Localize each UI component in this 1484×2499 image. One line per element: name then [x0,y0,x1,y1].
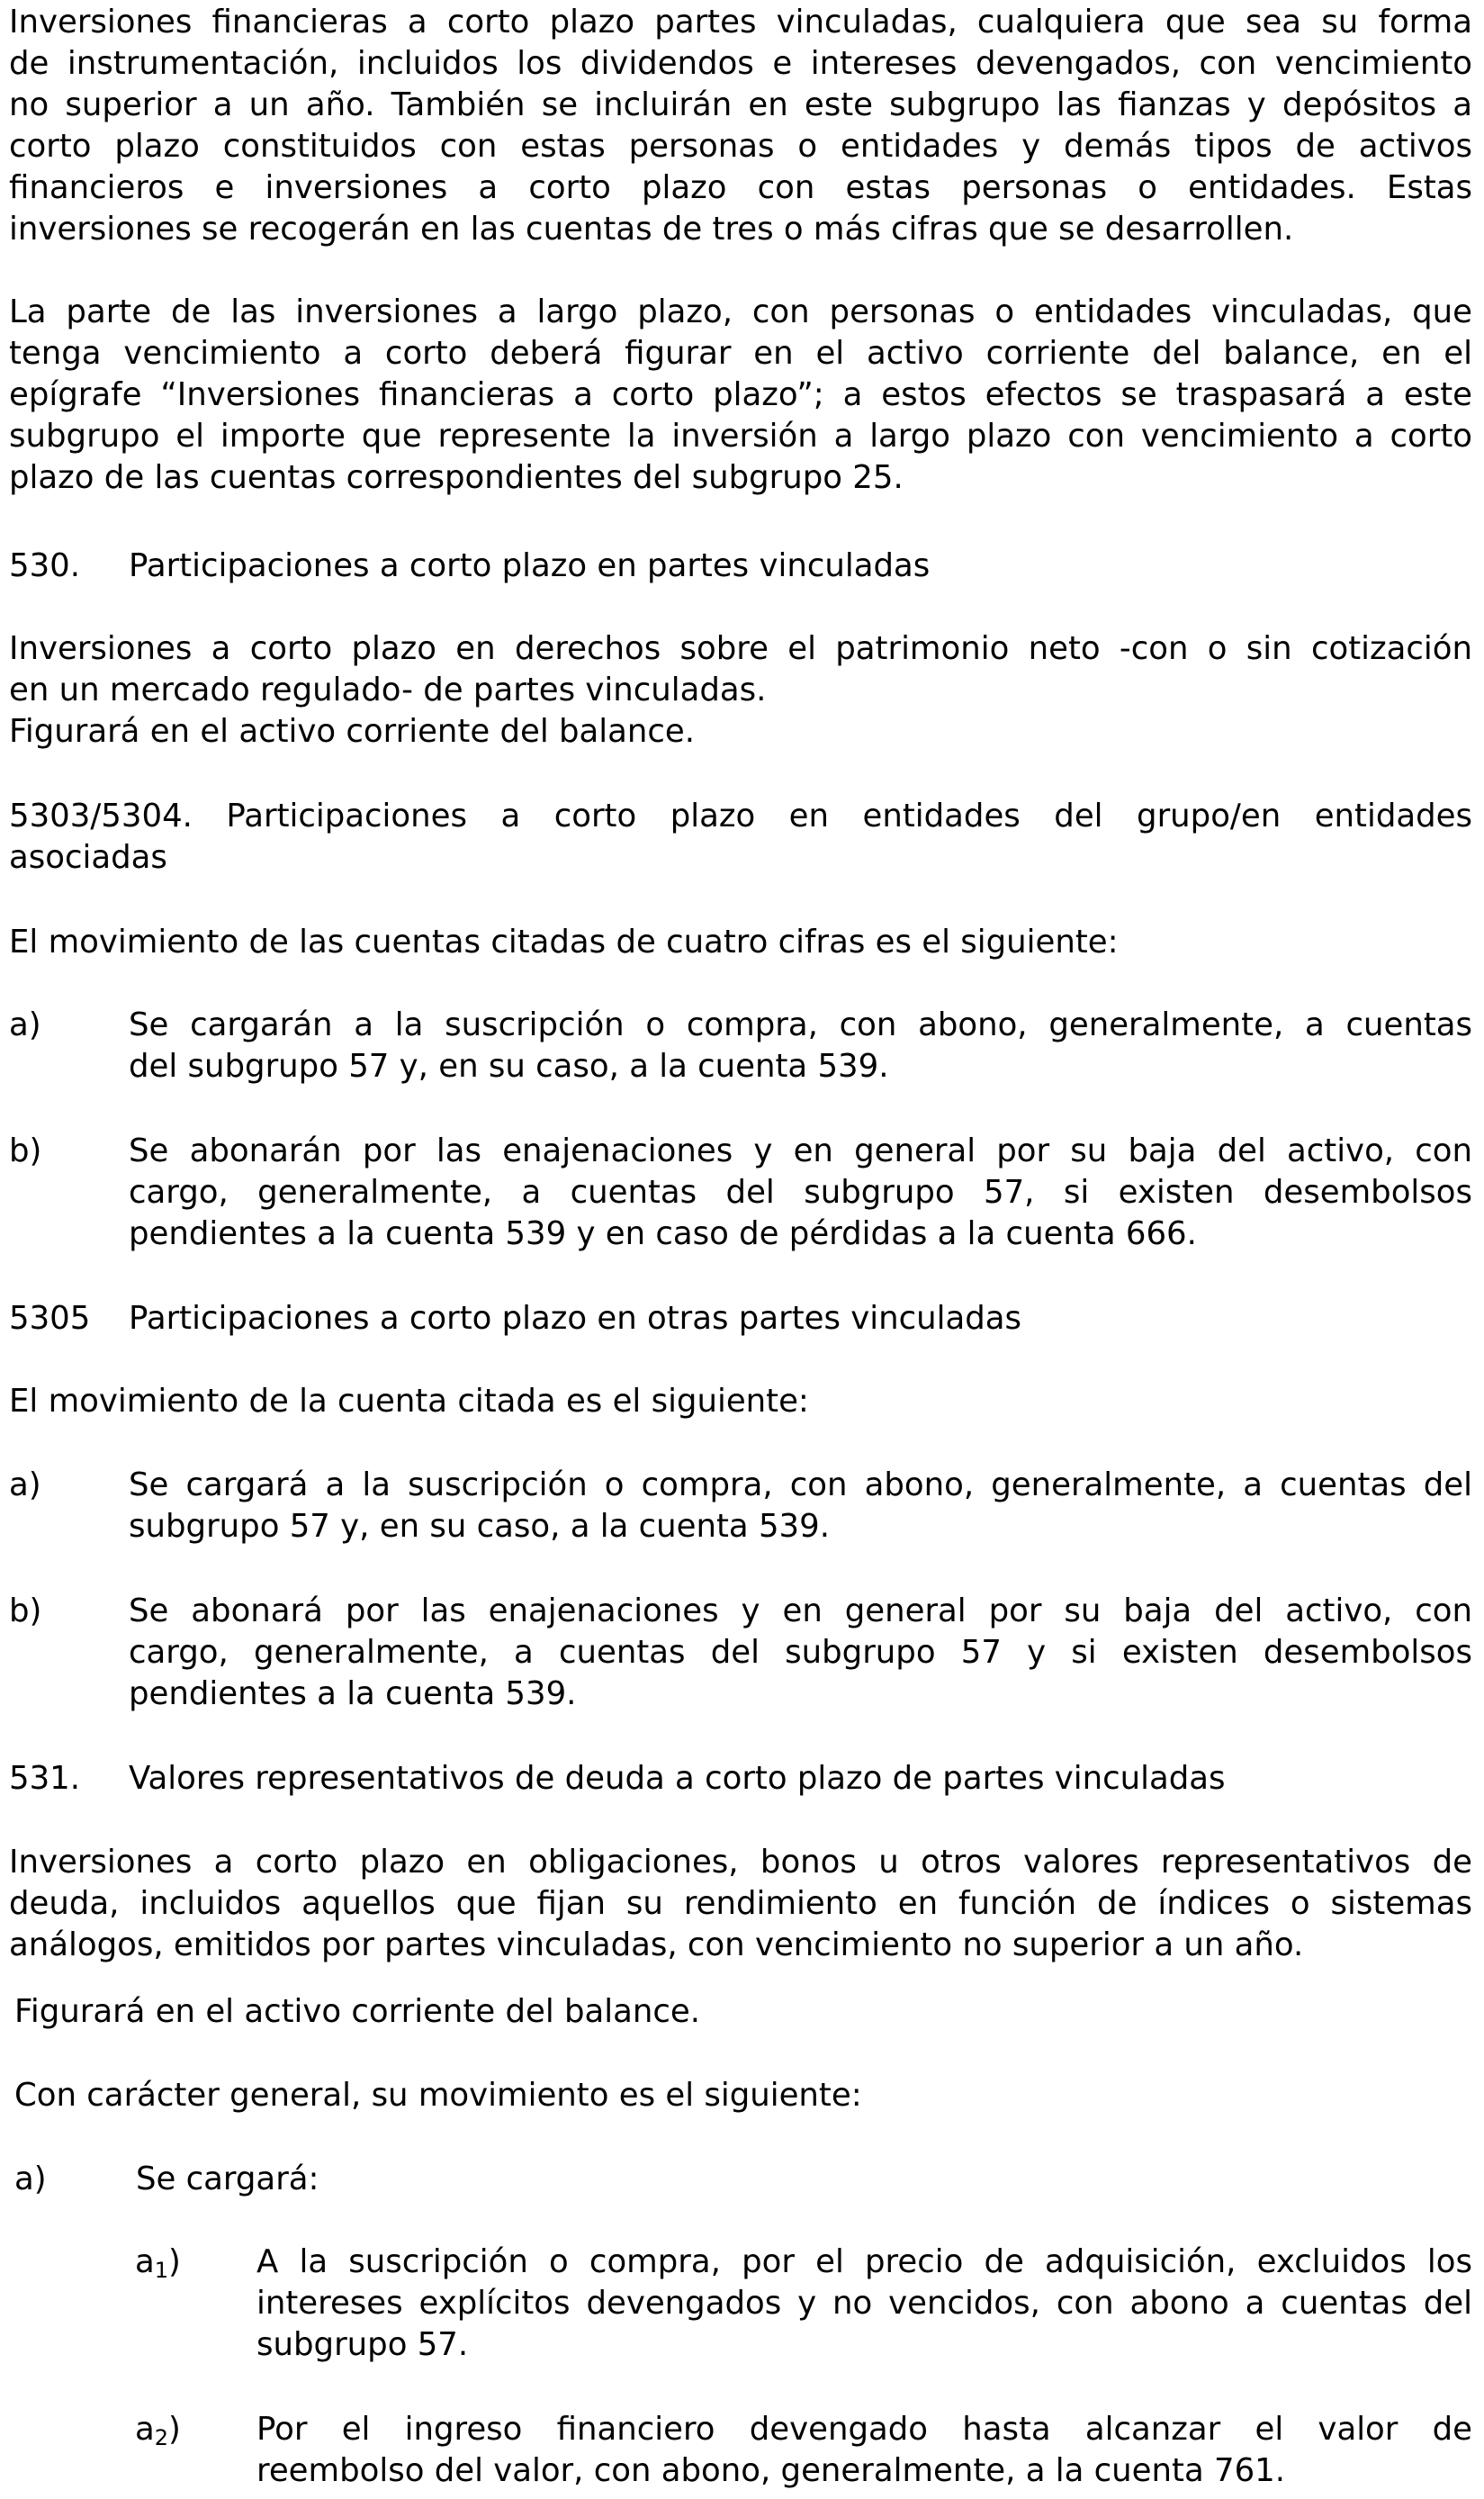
text-line: Por el ingreso financiero devengado hasta alcanzar el valor de [256,2411,1472,2448]
text-line: cargo, generalmente, a cuentas del subgrupo 57, si existen desembolsos [129,1174,1472,1211]
section-heading-line: 5303/5304. Participaciones a corto plazo en entidades del grupo/en entidades [9,798,1472,835]
sub-list-item-body [256,2409,1472,2492]
list-item-text: Se cargará: [136,2161,319,2197]
section-number: 531. [9,1760,81,1797]
label-subscript: 2 [154,2425,169,2450]
text-line: Con carácter general, su movimiento es el siguiente: [14,2077,862,2114]
section-number: 5305 [9,1300,91,1337]
list-item-body [129,1591,1472,1715]
movement-intro [9,1381,1472,1422]
text-line: Se cargará a la suscripción o compra, con abono, generalmente, a cuentas del [129,1466,1472,1503]
section-title: Valores representativos de deuda a corto plazo de partes vinculadas [129,1760,1226,1797]
section-5305-heading [9,1298,1472,1340]
movement-intro [9,922,1472,963]
section-531-heading [9,1758,1472,1800]
sub-list-item-label [135,2409,181,2458]
list-item-label: a) [14,2161,47,2197]
section-heading-line: asociadas [9,839,167,876]
text-line: subgrupo 57 y, en su caso, a la cuenta 539. [129,1508,830,1545]
text-line: La parte de las inversiones a largo plazo, con personas o entidades vinculadas, que [9,293,1472,330]
section-title: Participaciones a corto plazo en otras partes vinculadas [129,1300,1022,1337]
text-line: Se abonará por las enajenaciones y en general por su baja del activo, con [129,1592,1472,1629]
text-line: del subgrupo 57 y, en su caso, a la cuenta 539. [129,1048,889,1085]
list-item-label: b) [9,1132,42,1169]
sub-list-item-label [135,2242,181,2291]
text-line: corto plazo constituidos con estas personas o entidades y demás tipos de activos [9,128,1472,165]
text-line: Se cargarán a la suscripción o compra, con abono, generalmente, a cuentas [129,1006,1472,1043]
text-line: cargo, generalmente, a cuentas del subgrupo 57 y si existen desembolsos [129,1634,1472,1671]
list-item-body [129,1005,1472,1087]
text-line: pendientes a la cuenta 539. [129,1675,577,1712]
sub-list-item-body [256,2242,1472,2366]
list-item [9,1005,1472,1087]
label-paren: ) [168,2243,181,2280]
list-item-label: a) [9,1006,41,1043]
intro-paragraph [9,2,1472,250]
label-letter: a [135,2243,155,2280]
text-line: Figurará en el activo corriente del balance. [9,713,696,750]
balance-note [14,1991,1478,2033]
text-line: análogos, emitidos por partes vinculadas, con vencimiento no superior a un año. [9,1926,1304,1963]
label-paren: ) [168,2411,181,2448]
text-line: intereses explícitos devengados y no vencidos, con abono a cuentas del [256,2285,1472,2322]
text-line: Inversiones financieras a corto plazo partes vinculadas, cualquiera que sea su forma [9,4,1472,41]
text-line: El movimiento de las cuentas citadas de cuatro cifras es el siguiente: [9,924,1119,961]
list-item-body [129,1131,1472,1255]
text-line: Inversiones a corto plazo en derechos sobre el patrimonio neto -con o sin cotización [9,630,1472,667]
text-line: Figurará en el activo corriente del balance. [14,1993,701,2030]
text-line: plazo de las cuentas correspondientes del subgrupo 25. [9,459,904,496]
list-item-label: a) [9,1466,41,1503]
label-subscript: 1 [154,2258,169,2283]
section-5303-heading [9,796,1472,879]
list-item-body [129,1465,1472,1547]
text-line: pendientes a la cuenta 539 y en caso de pérdidas a la cuenta 666. [129,1215,1197,1252]
section-531-description [9,1842,1472,1966]
text-line: en un mercado regulado- de partes vinculadas. [9,672,767,708]
section-number: 530. [9,547,81,584]
text-line: reembolso del valor, con abono, generalmente, a la cuenta 761. [256,2452,1286,2489]
sub-list-item [9,2242,1472,2366]
long-term-paragraph [9,292,1472,499]
text-line: El movimiento de la cuenta citada es el siguiente: [9,1383,809,1420]
section-530-heading [9,546,1472,587]
text-line: subgrupo el importe que represente la inversión a largo plazo con vencimiento a corto [9,418,1472,455]
text-line: no superior a un año. También se incluirán en este subgrupo las fianzas y depósitos a [9,86,1472,123]
list-item [9,1465,1472,1547]
list-item [14,2159,1478,2200]
text-line: deuda, incluidos aquellos que fijan su rendimiento en función de índices o sistemas [9,1885,1472,1922]
sub-list-item [9,2409,1472,2492]
text-line: epígrafe “Inversiones financieras a corto plazo”; a estos efectos se traspasará a este [9,376,1472,413]
section-title: Participaciones a corto plazo en partes vinculadas [129,547,931,584]
text-line: financieros e inversiones a corto plazo con estas personas o entidades. Estas [9,169,1472,206]
label-letter: a [135,2411,155,2448]
text-line: tenga vencimiento a corto deberá figurar en el activo corriente del balance, en el [9,335,1472,372]
text-line: de instrumentación, incluidos los dividendos e intereses devengados, con vencimiento [9,45,1472,82]
text-line: Inversiones a corto plazo en obligaciones, bonos u otros valores representativos de [9,1844,1472,1881]
list-item [9,1131,1472,1255]
section-530-description [9,628,1472,753]
text-line: A la suscripción o compra, por el precio de adquisición, excluidos los [256,2243,1472,2280]
list-item [9,1591,1472,1715]
list-item-label: b) [9,1592,42,1629]
text-line: subgrupo 57. [256,2326,469,2363]
text-line: Se abonarán por las enajenaciones y en general por su baja del activo, con [129,1132,1472,1169]
text-line: inversiones se recogerán en las cuentas de tres o más cifras que se desarrollen. [9,211,1294,248]
movement-intro [14,2075,1478,2116]
